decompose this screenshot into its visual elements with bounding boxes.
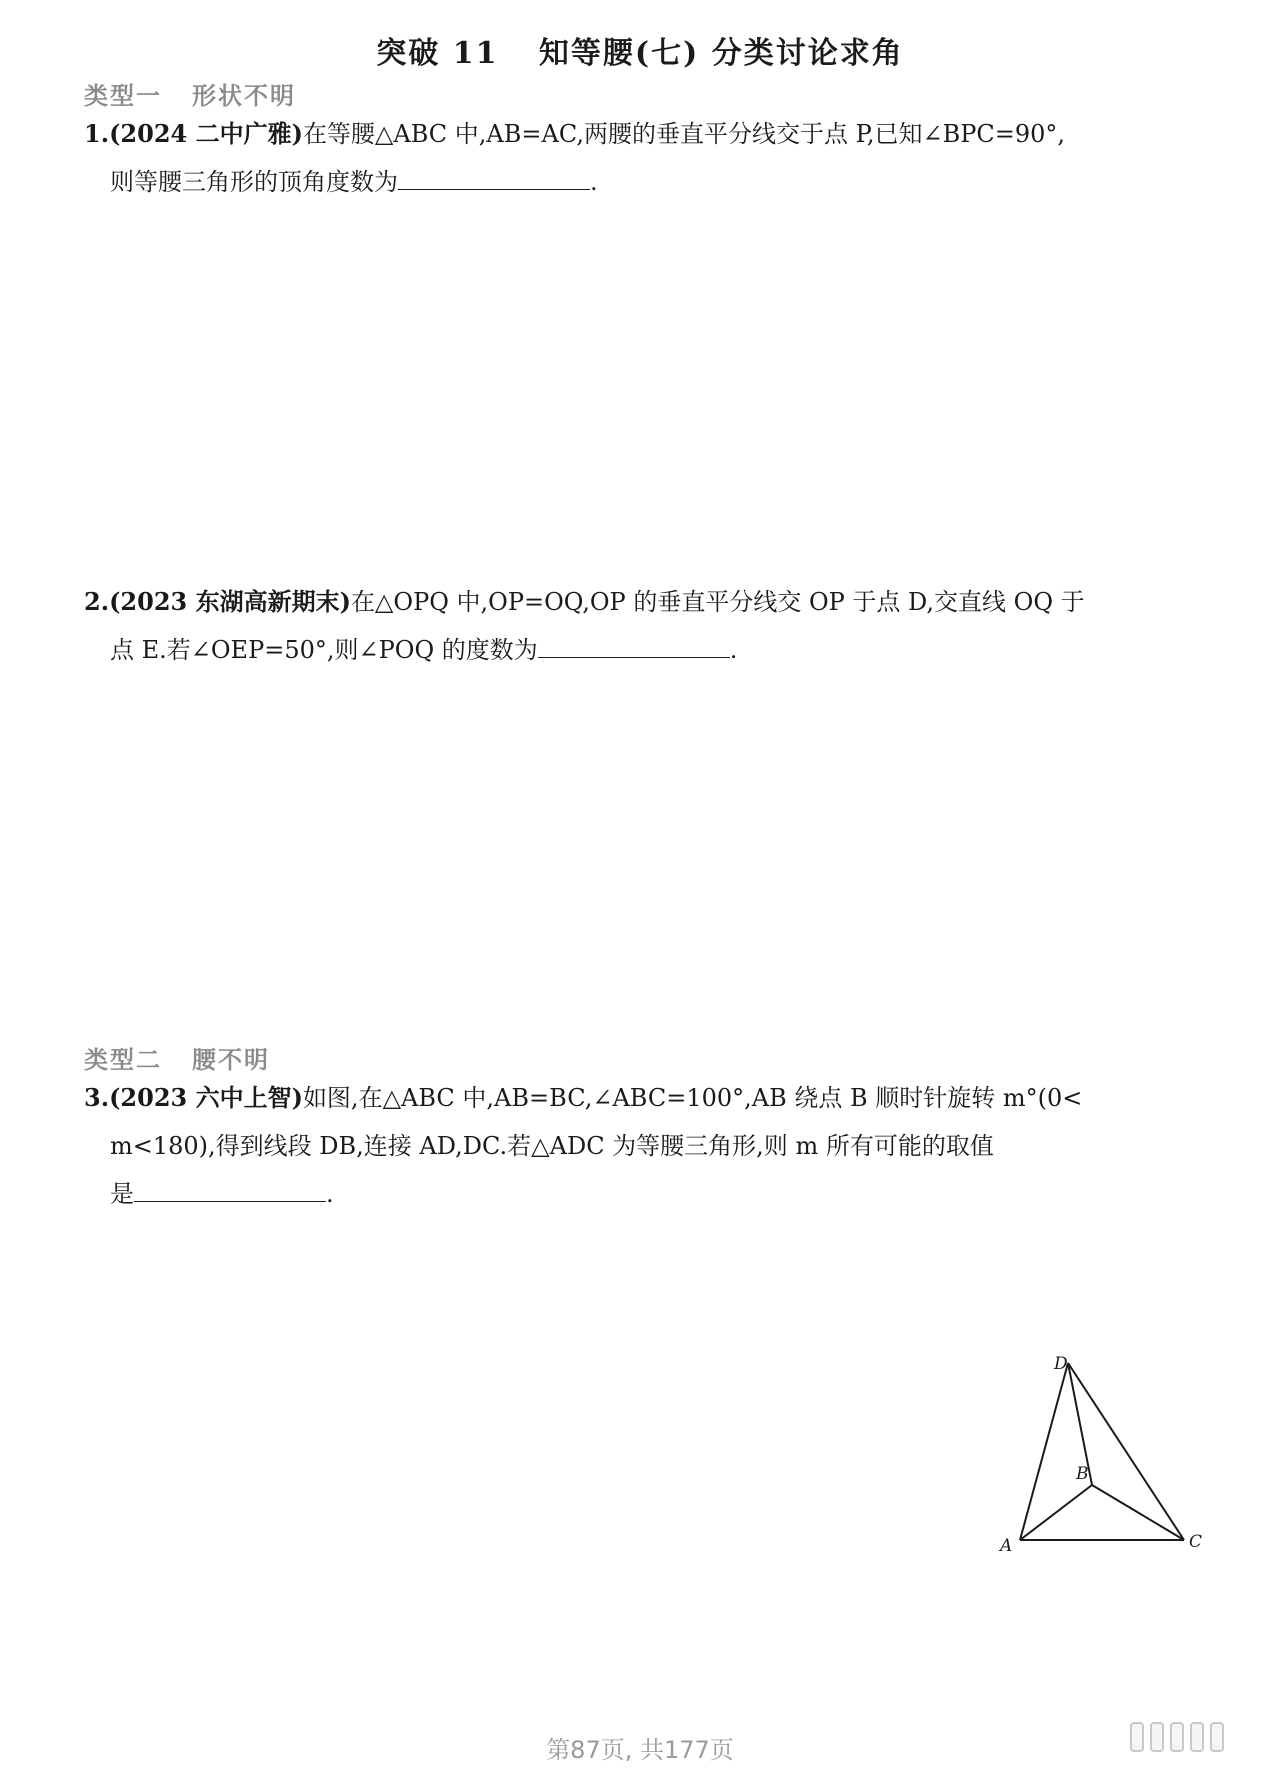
problem-number: 2.	[84, 587, 110, 616]
answer-blank[interactable]	[398, 163, 590, 190]
problem-text-line1: 在等腰△ABC 中,AB=AC,两腰的垂直平分线交于点 P,已知∠BPC=90°,	[302, 120, 1066, 148]
problem-source: (2023 东湖高新期末)	[109, 587, 351, 616]
problem-text-line2: 则等腰三角形的顶角度数为	[110, 168, 398, 196]
page-title	[0, 28, 1280, 72]
segment-DA	[1020, 1363, 1068, 1540]
section-name: 形状不明	[192, 82, 296, 110]
watermark-logo	[1130, 1722, 1270, 1752]
label-D: D	[1054, 1355, 1068, 1374]
problem-text-line3: 是	[110, 1180, 134, 1208]
problem-2	[84, 578, 1204, 674]
period: .	[590, 168, 598, 196]
title-part2: 知等腰(七) 分类讨论求角	[538, 36, 904, 71]
label-A: A	[1000, 1536, 1013, 1555]
answer-blank[interactable]	[538, 631, 730, 658]
problem-source: (2023 六中上智)	[109, 1083, 303, 1112]
section-header-1	[84, 76, 296, 111]
segment-BC	[1092, 1485, 1184, 1540]
problem-number: 3.	[84, 1083, 110, 1112]
problem-3	[84, 1074, 1204, 1218]
page-footer: 第87页, 共177页	[546, 1736, 734, 1764]
problem-text-line2: m<180),得到线段 DB,连接 AD,DC.若△ADC 为等腰三角形,则 m 所有可能的取值	[110, 1132, 994, 1160]
title-part1: 突破 11	[376, 36, 499, 71]
section-name: 腰不明	[192, 1046, 270, 1074]
problem-number: 1.	[84, 119, 110, 148]
section-header-2	[84, 1040, 270, 1075]
segment-AB	[1020, 1485, 1092, 1540]
problem-text-line1: 如图,在△ABC 中,AB=BC,∠ABC=100°,AB 绕点 B 顺时针旋转 m°(0<	[302, 1084, 1083, 1112]
problem-text-line1: 在△OPQ 中,OP=OQ,OP 的垂直平分线交 OP 于点 D,交直线 OQ 于	[350, 588, 1085, 616]
problem-text-line2: 点 E.若∠OEP=50°,则∠POQ 的度数为	[110, 636, 538, 664]
problem-1	[84, 110, 1204, 206]
answer-blank[interactable]	[134, 1175, 326, 1202]
period: .	[729, 636, 738, 664]
label-C: C	[1189, 1532, 1203, 1552]
section-type: 类型一	[84, 82, 162, 110]
problem-source: (2024 二中广雅)	[109, 119, 303, 148]
period: .	[326, 1180, 334, 1208]
label-B: B	[1076, 1464, 1089, 1484]
triangle-figure	[988, 1355, 1218, 1555]
section-type: 类型二	[84, 1046, 162, 1074]
